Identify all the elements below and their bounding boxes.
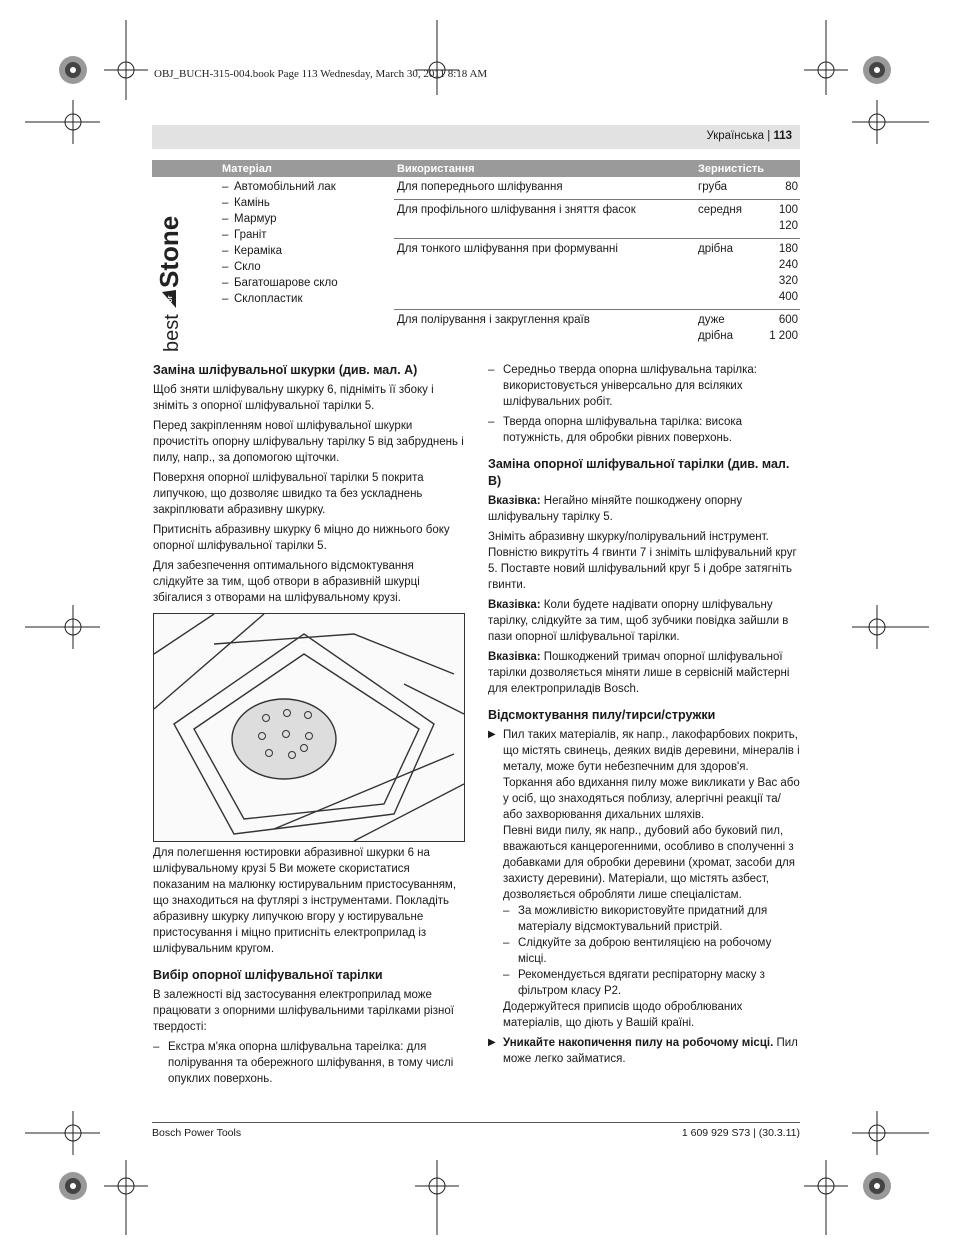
- crosshair-icon: [104, 1160, 148, 1235]
- list-item: – Кераміка: [222, 243, 391, 259]
- crosshair-icon: [25, 1111, 100, 1155]
- warning-block: [488, 1035, 800, 1067]
- list-item: – Граніт: [222, 227, 391, 243]
- paragraph: Притисніть абразивну шкурку 6 міцно до нижнього боку опорної шліфувальної тарілки 5.: [153, 524, 450, 552]
- crosshair-icon: [804, 1160, 848, 1235]
- grit-cell: 180 240 320 400: [765, 239, 800, 310]
- crosshair-icon: [104, 20, 148, 100]
- note-label: Вказівка:: [488, 495, 541, 507]
- footer-code: 1 609 929 S73 | (30.3.11): [681, 1127, 800, 1139]
- crosshair-icon: [852, 100, 929, 144]
- crosshair-icon: [25, 100, 100, 144]
- grade-cell: середня: [695, 200, 765, 239]
- table-header-row: [152, 160, 800, 177]
- list-item: – Камінь: [222, 195, 391, 211]
- list-item: – Багатошарове скло: [222, 275, 391, 291]
- sanding-pad-case-icon: [154, 614, 464, 841]
- figure-illustration: [153, 613, 465, 842]
- note-text: Коли будете надівати опорну шліфувальну тарілку, слідкуйте за тим, щоб зубчики повідка зайшли в пази опорної шліфувальної тарілки.: [488, 599, 789, 643]
- list-item: – Автомобільний лак: [222, 179, 391, 195]
- list-item: – Мармур: [222, 211, 391, 227]
- arrow-right-icon: ▶: [488, 1037, 496, 1048]
- note: [488, 597, 800, 645]
- col-material: Матеріал: [219, 160, 394, 177]
- list-item: – Екстра м'яка опорна шліфувальна тареілка: для полірування та обережного шліфування, в тому числі опуклих поверхонь.: [153, 1039, 465, 1087]
- grit-cell: 100 120: [765, 200, 800, 239]
- list-item: – Тверда опорна шліфувальна тарілка: висока потужність, для обробки рівних поверхонь.: [488, 414, 800, 446]
- paragraph: Зніміть абразивну шкурку/полірувальний інструмент. Повністю викрутіть 4 гвинти 7 і зніміть шліфувальний круг 5. Поставте новий шліфувальний круг 5 і добре затягніть гвинти.: [488, 531, 797, 591]
- footer-rule: [152, 1122, 800, 1123]
- section-heading: Заміна шліфувальної шкурки (див. мал. A): [153, 363, 418, 377]
- paragraph: В залежності від застосування електроприлад може працювати з опорними шліфувальними тарілками різної твердості:: [153, 989, 454, 1033]
- section-heading: Відсмоктування пилу/тирси/стружки: [488, 708, 716, 722]
- svg-text:best: best: [161, 314, 183, 352]
- list-item: – Склопластик: [222, 291, 391, 307]
- col-grit: Зернистість: [695, 160, 800, 177]
- list-item: – За можливістю використовуйте придатний для матеріалу відсмоктувальний пристрій.: [488, 903, 800, 935]
- page-header-bar: [152, 125, 800, 149]
- paragraph: Певні види пилу, як напр., дубовий або буковий пил, вважаються канцерогенними, особливо в сполученні з добавками для обробки деревини (хромат, засоби для захисту деревини). Матеріали, що містять азбест, дозволяється обробляти лише спеціалістам.: [503, 825, 795, 901]
- crosshair-icon: [804, 20, 848, 95]
- paragraph: Поверхня опорної шліфувальної тарілки 5 покрита липучкою, що дозволяє швидко та без ускладнень закріплювати абразивну шкурку.: [153, 472, 424, 516]
- note: [488, 649, 800, 697]
- grit-cell: 80: [765, 177, 800, 200]
- arrow-right-icon: ▶: [488, 729, 496, 740]
- right-column: [488, 362, 800, 1067]
- svg-text:for: for: [167, 295, 174, 305]
- bold-text: Уникайте накопичення пилу на робочому місці.: [503, 1037, 774, 1049]
- star-target-icon: [863, 1172, 891, 1200]
- section-heading: Вибір опорної шліфувальної тарілки: [153, 968, 383, 982]
- language-label: Українська: [706, 130, 765, 142]
- paragraph: Додержуйтеся приписів щодо оброблюваних матеріалів, що діють у Вашій країні.: [503, 1001, 743, 1029]
- paragraph: Пил таких матеріалів, як напр., лакофарбових покрить, що містять свинець, деяких видів деревини, мінералів і металу, може бути небезпечним для здоров'я. Торкання або вдихання пилу може викликати у Вас або у осіб, що знаходяться поблизу, алергічні реакції та/або захворювання дихальних шляхів.: [503, 729, 800, 821]
- list-item: – Слідкуйте за доброю вентиляцією на робочому місці.: [488, 935, 800, 967]
- star-target-icon: [59, 1172, 87, 1200]
- usage-cell: Для попереднього шліфування: [394, 177, 695, 200]
- paragraph: Перед закріпленням нової шліфувальної шкурки прочистіть опорну шліфувальну тарілку 5 від забруднень і пилу, напр., за допомогою щіточки.: [153, 420, 464, 464]
- sanding-table: [152, 160, 800, 348]
- paragraph: [503, 1035, 800, 1067]
- warning-block: [488, 727, 800, 903]
- grade-cell: груба: [695, 177, 765, 200]
- crosshair-icon: [415, 1160, 459, 1235]
- list-item: – Скло: [222, 259, 391, 275]
- crosshair-icon: [415, 20, 459, 95]
- crosshair-icon: [25, 605, 100, 649]
- list-item: – Рекомендується вдягати респіраторну маску з фільтром класу P2.: [488, 967, 800, 999]
- note-label: Вказівка:: [488, 599, 541, 611]
- page-header: Українська | 113: [706, 130, 792, 142]
- usage-cell: Для профільного шліфування і зняття фасок: [394, 200, 695, 239]
- footer-brand: Bosch Power Tools: [152, 1127, 242, 1139]
- section-heading: Заміна опорної шліфувальної тарілки (див. мал. B): [488, 457, 790, 488]
- list-item: – Середньо тверда опорна шліфувальна тарілка: використовується універсально для всіляких шліфувальних робіт.: [488, 362, 800, 410]
- crosshair-icon: [852, 1111, 929, 1155]
- print-line: OBJ_BUCH-315-004.book Page 113 Wednesday, March 30, 2011 8:18 AM: [154, 68, 488, 80]
- left-column: [153, 362, 465, 610]
- star-target-icon: [863, 56, 891, 84]
- note-label: Вказівка:: [488, 651, 541, 663]
- usage-cell: Для полірування і закруглення країв: [397, 314, 590, 326]
- left-column-lower: [153, 845, 465, 1091]
- usage-cell: Для тонкого шліфування при формуванні: [394, 239, 695, 310]
- paragraph: Для полегшення юстировки абразивної шкурки 6 на шліфувальному крузі 5 Ви можете скористатися показаним на малюнку юстирувальним пристосуванням, що знаходиться на футлярі з інструментами. Покладіть абразивну шкурку липучкою вгору у юстирувальне пристосування і міцно притисніть електроприлад із шліфувальним кругом.: [153, 847, 457, 955]
- grade-cell: дуже дрібна: [698, 314, 733, 342]
- star-target-icon: [59, 56, 87, 84]
- text: Пил може легко займатися.: [503, 1037, 798, 1065]
- paragraph: Щоб зняти шліфувальну шкурку 6, підніміть її збоку і зніміть з опорної шліфувальної тарілки 5.: [153, 384, 434, 412]
- grit-cell: 600 1 200: [769, 314, 798, 342]
- page-number: 113: [773, 130, 792, 142]
- paragraph: Для забезпечення оптимального відсмоктування слідкуйте за тим, щоб отвори в абразивній шкурці збігалися з отворами на шліфувальному крузі.: [153, 560, 420, 604]
- crosshair-icon: [852, 605, 929, 649]
- note-text: Негайно міняйте пошкоджену опорну шліфувальну тарілку 5.: [488, 495, 743, 523]
- svg-text:Stone: Stone: [154, 215, 184, 288]
- note: [488, 493, 800, 525]
- grade-cell: дрібна: [695, 239, 765, 310]
- material-list: [222, 179, 391, 307]
- table-row: [152, 177, 800, 200]
- note-text: Пошкоджений тримач опорної шліфувальної тарілки дозволяється міняти лише в сервісній майстерні для електроприладів Bosch.: [488, 651, 790, 695]
- col-usage: Використання: [394, 160, 695, 177]
